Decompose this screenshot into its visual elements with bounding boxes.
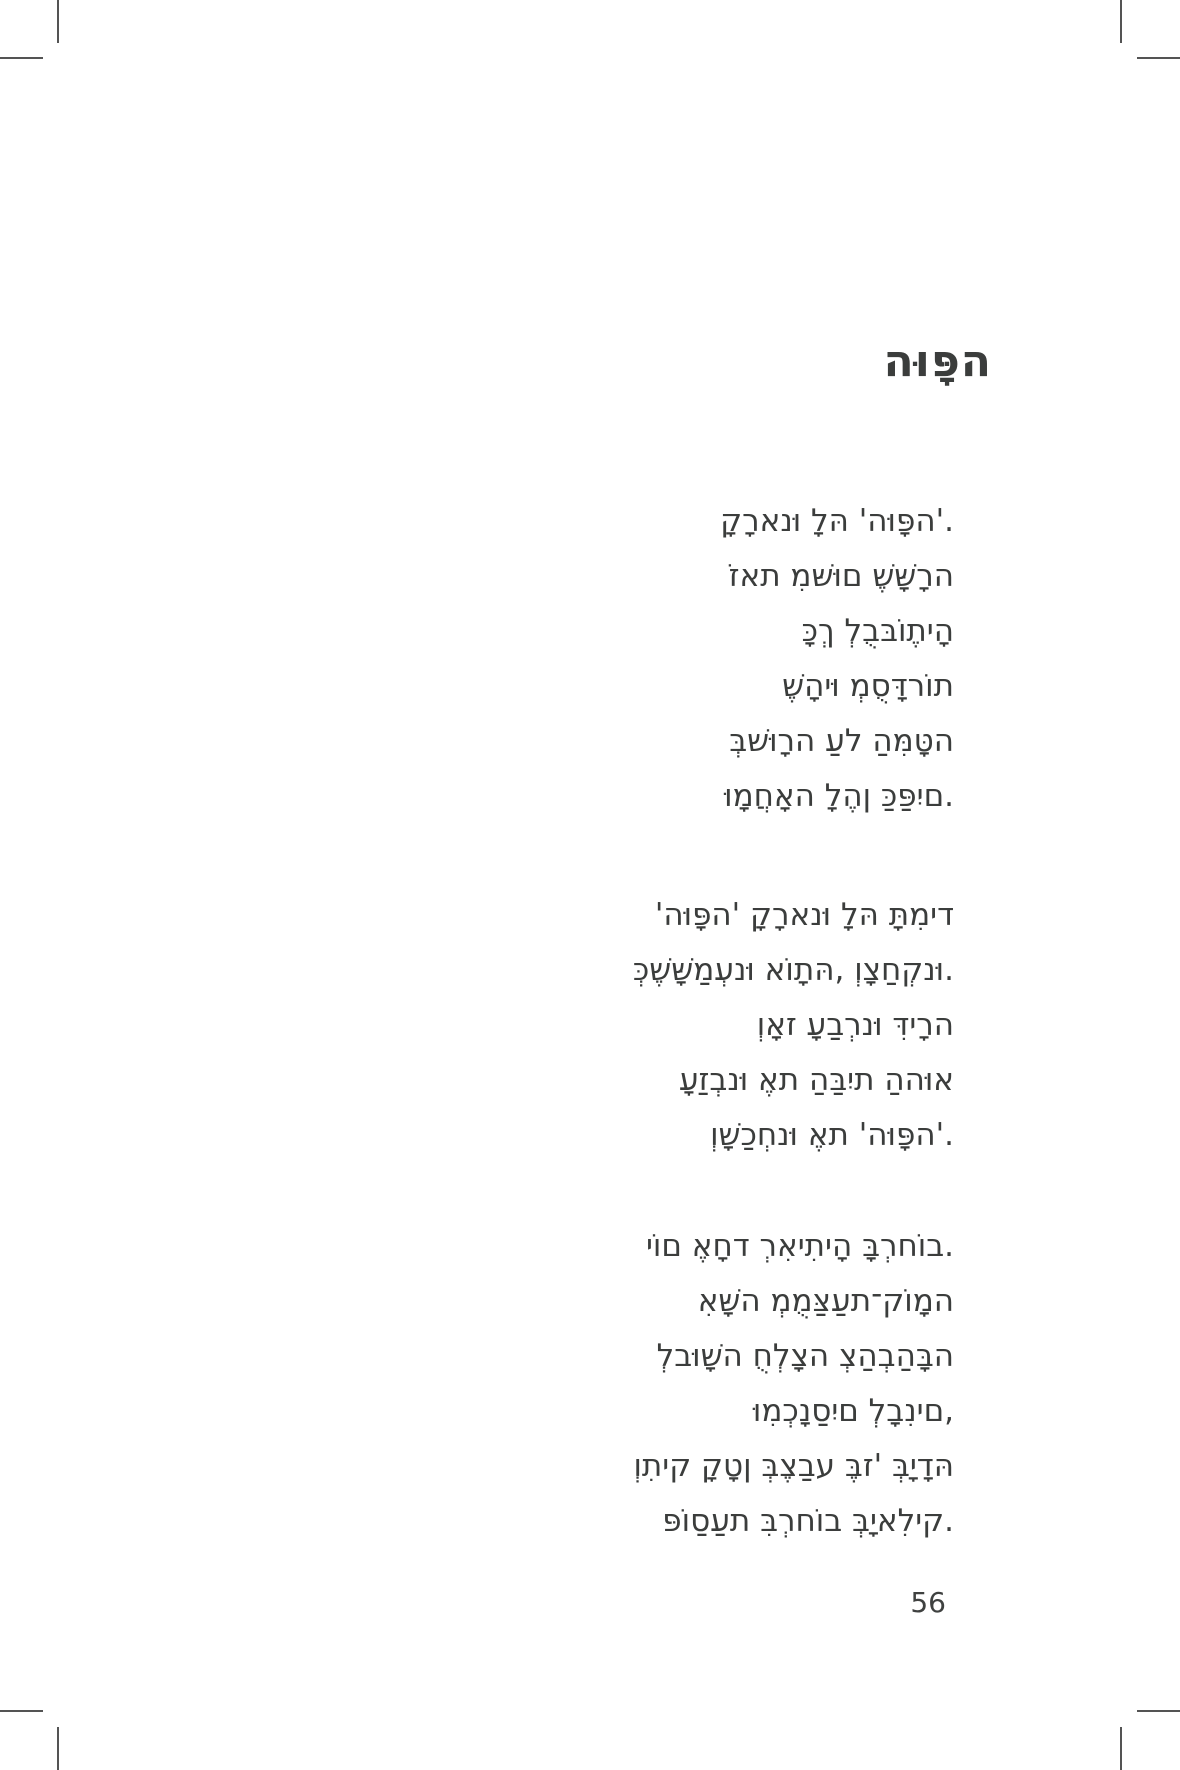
crop-mark-top-left-horizontal <box>0 57 43 59</box>
crop-mark-top-right-vertical <box>1120 0 1122 43</box>
crop-mark-bottom-right-vertical <box>1120 1727 1122 1770</box>
poem-line: שֶׁהָיוּ מְסֻדָּרוֹת <box>782 668 954 704</box>
page-number: 56 <box>910 1586 946 1619</box>
poem-title: הוּפָּה <box>883 336 992 387</box>
poem-line: כְּשֶׁשָּׁמַעְנוּ אוֹתָהּ, וְצָחַקְנוּ. <box>632 952 954 988</box>
poem-line: פּוֹסַעַת בִּרְחוֹב בְּיָאלִיק. <box>662 1503 954 1539</box>
poem-line: יוֹם אֶחָד רְאִיתִיהָ בָּרְחוֹב. <box>645 1228 954 1264</box>
poem-line: עָזַבְנוּ אֶת הַבַּיִת הַהוּא <box>678 1062 954 1098</box>
poem-line: וְאָז עָבַרְנוּ דִּירָה <box>756 1007 954 1043</box>
poem-line: אִשָּׁה מְמֻצַּעַת־קוֹמָה <box>697 1283 954 1319</box>
poem-line: 'הוּפָּה' קָרָאנוּ לָהּ תָּמִיד <box>654 897 954 933</box>
poem-line: וְתִיק קָטָן בְּצֶבַע בֶּז' בְּיָדָהּ <box>633 1448 954 1484</box>
poem-line: לְבוּשָׁה חֻלְצָה צְהַבְהַבָּה <box>656 1338 954 1374</box>
poem-line: כָּךְ לְבֻבּוֹתֶיהָ <box>801 613 954 649</box>
crop-mark-bottom-right-horizontal <box>1137 1710 1180 1712</box>
crop-mark-top-right-horizontal <box>1137 57 1180 59</box>
poem-line: קָרָאנוּ לָהּ 'הוּפָּה'. <box>720 503 954 539</box>
crop-mark-bottom-left-horizontal <box>0 1710 43 1712</box>
poem-line: וּמִכְנָסַיִם לְבָנִים, <box>752 1393 954 1429</box>
crop-mark-bottom-left-vertical <box>57 1727 59 1770</box>
poem-line: וּמָחֲאָה לָהֶן כַּפַּיִם. <box>724 778 954 814</box>
poem-body <box>120 494 954 1549</box>
poem-line: זֹאת מִשּׁוּם שֶׁשָּׁרָה <box>728 558 954 594</box>
stanza-3 <box>120 1219 954 1549</box>
stanza-1 <box>120 494 954 824</box>
poem-line: וְשָׁכַחְנוּ אֶת 'הוּפָּה'. <box>710 1117 954 1153</box>
poem-line: בְּשׁוּרָה עַל הַמִּטָּה <box>729 723 954 759</box>
crop-mark-top-left-vertical <box>57 0 59 43</box>
stanza-2 <box>120 888 954 1163</box>
